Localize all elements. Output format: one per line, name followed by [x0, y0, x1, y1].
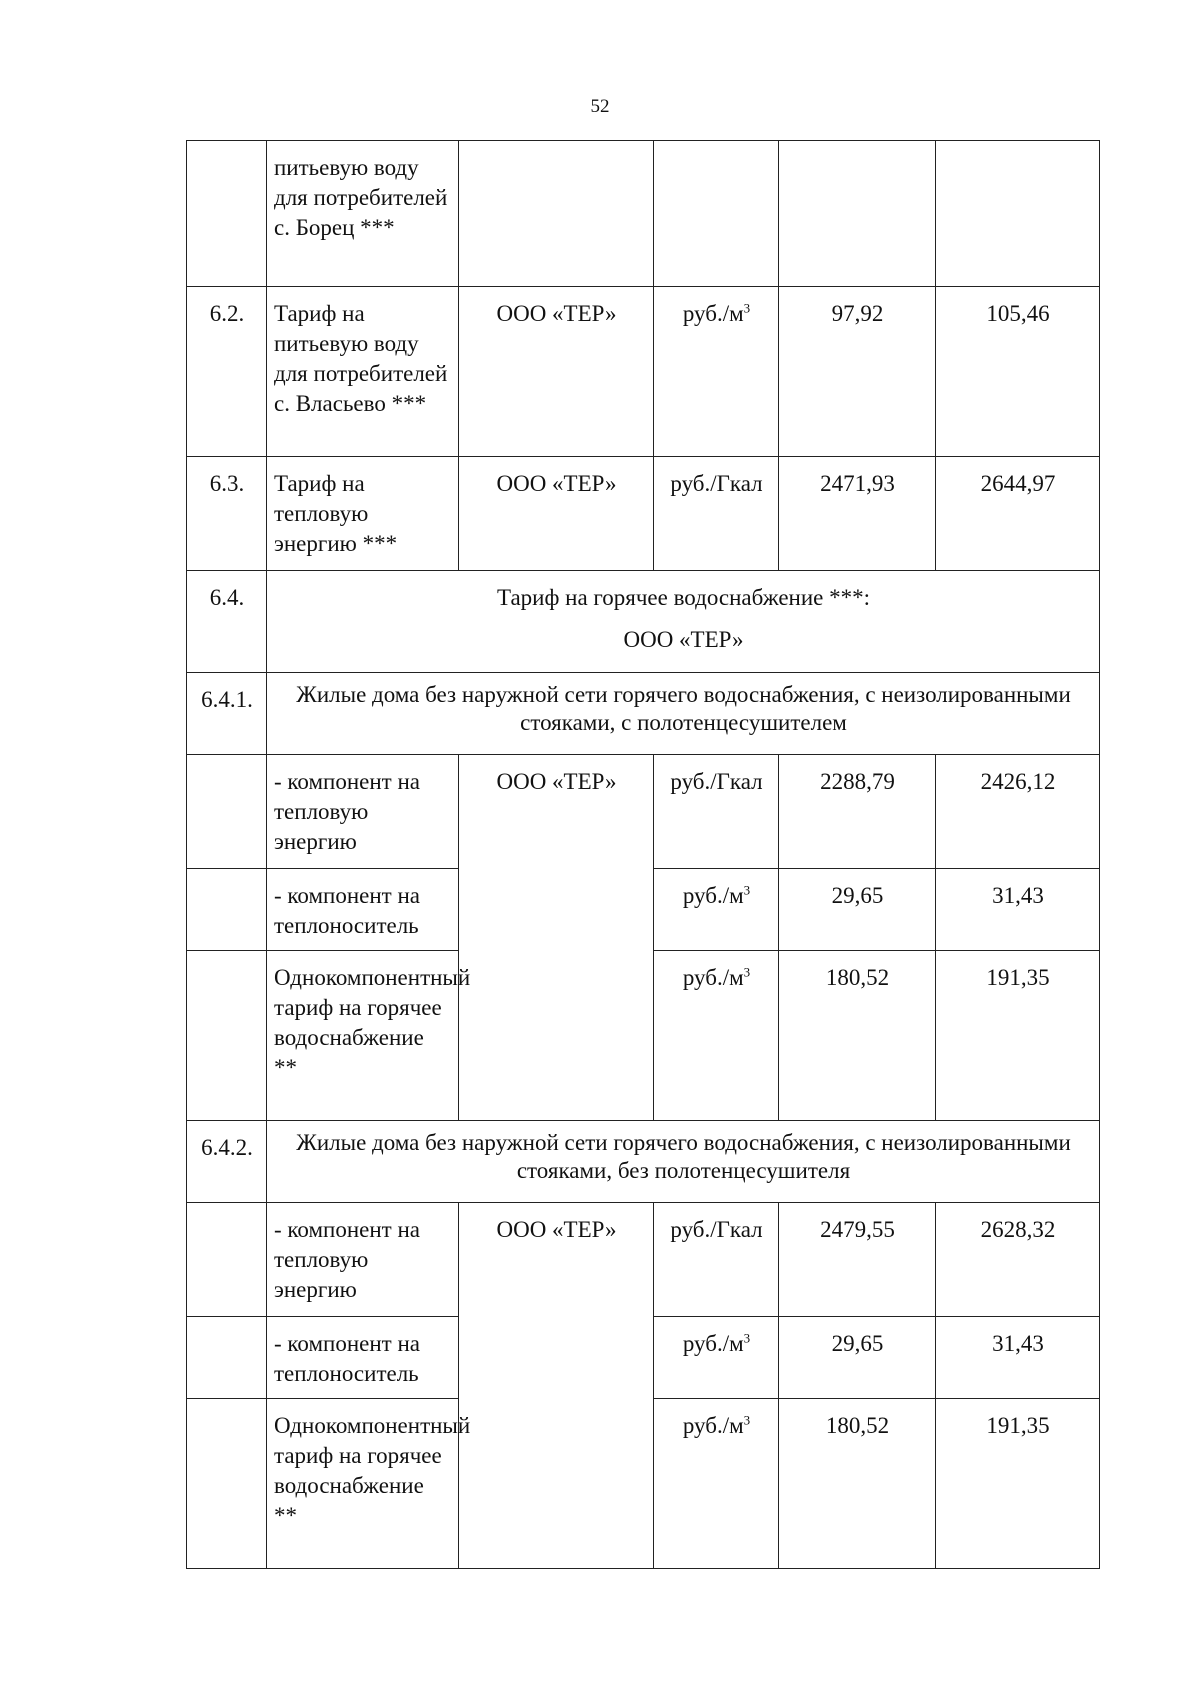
unit-superscript: 3: [743, 1330, 751, 1346]
value-period-2: 191,35: [936, 1399, 1100, 1569]
unit-text: руб./м: [682, 1413, 744, 1438]
unit-superscript: 3: [743, 882, 751, 898]
value-period-2: 2426,12: [936, 755, 1100, 869]
unit-superscript: 3: [743, 1412, 751, 1428]
row-description: Тариф на тепловую энергию ***: [267, 457, 459, 571]
organization: ООО «ТЕР»: [459, 1203, 654, 1569]
organization-cell: [459, 141, 654, 287]
unit: [654, 1203, 779, 1317]
item-description: - компонент на тепловую энергию: [267, 1203, 459, 1317]
row-number-cell: [187, 141, 267, 287]
value-period-1: 2479,55: [779, 1203, 936, 1317]
organization: ООО «ТЕР»: [459, 755, 654, 1121]
item-description: - компонент на теплоноситель: [267, 1317, 459, 1399]
unit-superscript: 3: [743, 300, 751, 316]
unit: [654, 1317, 779, 1399]
section-subtitle: ООО «ТЕР»: [623, 627, 744, 652]
subsection-title: Жилые дома без наружной сети горячего водоснабжения, с неизолированными стояками, с полотенцесушителем: [267, 673, 1100, 755]
value-period-2: 105,46: [936, 287, 1100, 457]
unit: [654, 951, 779, 1121]
table-row: [187, 571, 1100, 673]
table-row: [187, 673, 1100, 755]
row-number-cell: [187, 1317, 267, 1399]
value-period-1: 2288,79: [779, 755, 936, 869]
organization: ООО «ТЕР»: [459, 457, 654, 571]
row-number: 6.4.: [187, 571, 267, 673]
value-period-2: 31,43: [936, 1317, 1100, 1399]
table-row: [187, 141, 1100, 287]
value-cell: [779, 141, 936, 287]
unit-text: руб./м: [682, 965, 744, 990]
subsection-title: Жилые дома без наружной сети горячего водоснабжения, с неизолированными стояками, без полотенцесушителя: [267, 1121, 1100, 1203]
unit-text: руб./м: [682, 1331, 744, 1356]
item-description: - компонент на теплоноситель: [267, 869, 459, 951]
value-period-1: 97,92: [779, 287, 936, 457]
value-cell: [936, 141, 1100, 287]
unit: [654, 869, 779, 951]
row-number-cell: [187, 951, 267, 1121]
unit-text: руб./Гкал: [670, 769, 763, 794]
item-description: Однокомпонентный тариф на горячее водоснабжение **: [267, 1399, 459, 1569]
tariff-table: [186, 140, 1100, 1569]
section-title: Тариф на горячее водоснабжение ***:: [496, 585, 871, 610]
row-number: 6.2.: [187, 287, 267, 457]
value-period-1: 29,65: [779, 869, 936, 951]
row-description: Тариф на питьевую воду для потребителей с. Власьево ***: [267, 287, 459, 457]
row-description: питьевую воду для потребителей с. Борец ***: [267, 141, 459, 287]
value-period-1: 2471,93: [779, 457, 936, 571]
unit-cell: [654, 141, 779, 287]
unit-text: руб./м: [682, 301, 744, 326]
row-number-cell: [187, 869, 267, 951]
item-description: Однокомпонентный тариф на горячее водоснабжение **: [267, 951, 459, 1121]
table-row: [187, 755, 1100, 869]
row-number: 6.3.: [187, 457, 267, 571]
unit-superscript: 3: [743, 964, 751, 980]
value-period-2: 31,43: [936, 869, 1100, 951]
item-description: - компонент на тепловую энергию: [267, 755, 459, 869]
table-row: [187, 1121, 1100, 1203]
value-period-2: 2644,97: [936, 457, 1100, 571]
unit-text: руб./м: [682, 883, 744, 908]
unit-text: руб./Гкал: [670, 1217, 763, 1242]
table-row: [187, 1203, 1100, 1317]
row-number-cell: [187, 1203, 267, 1317]
unit: [654, 755, 779, 869]
row-number: 6.4.2.: [187, 1121, 267, 1203]
unit: руб./Гкал: [654, 457, 779, 571]
row-number: 6.4.1.: [187, 673, 267, 755]
value-period-1: 29,65: [779, 1317, 936, 1399]
unit: [654, 1399, 779, 1569]
value-period-2: 191,35: [936, 951, 1100, 1121]
section-title-cell: [267, 571, 1100, 673]
organization: ООО «ТЕР»: [459, 287, 654, 457]
table-row: [187, 457, 1100, 571]
table-row: [187, 287, 1100, 457]
value-period-1: 180,52: [779, 951, 936, 1121]
page-number: 52: [590, 96, 610, 117]
value-period-1: 180,52: [779, 1399, 936, 1569]
value-period-2: 2628,32: [936, 1203, 1100, 1317]
unit: [654, 287, 779, 457]
row-number-cell: [187, 1399, 267, 1569]
row-number-cell: [187, 755, 267, 869]
